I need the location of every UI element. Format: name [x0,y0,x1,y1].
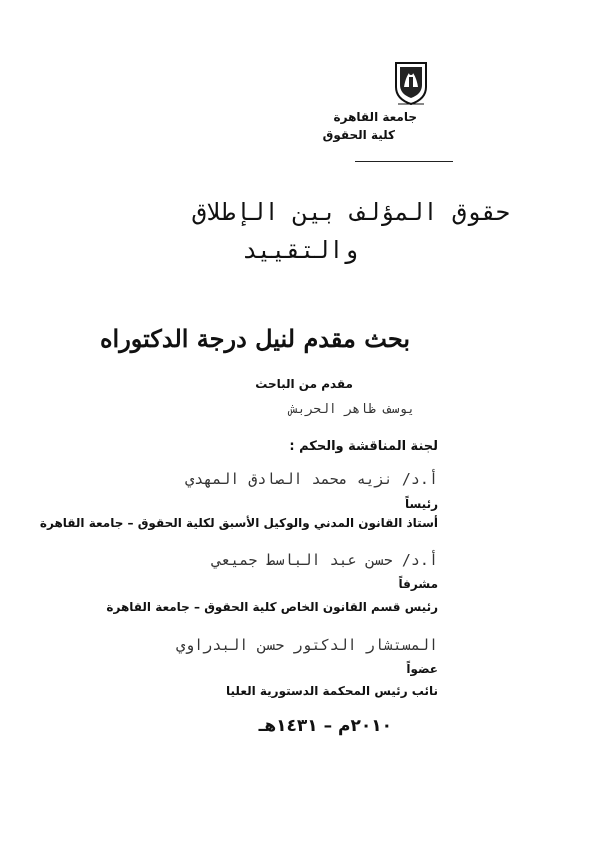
committee-member-1-description: أستاذ القانون المدني والوكيل الأسبق لكلية الحقوق – جامعة القاهرة [39,516,438,530]
committee-heading: لجنة المناقشة والحكم : [289,439,438,454]
researcher-label: مقدم من الباحث [255,377,353,391]
committee-member-3-role: عضواً [406,662,438,676]
committee-member-3-name: المستشار الدكتور حسن البدراوي [176,636,438,654]
university-name: جامعة القاهرة [333,110,417,124]
degree-statement: بحث مقدم لنيل درجة الدكتوراه [99,324,410,353]
committee-member-2-role: مشرفاً [398,577,438,591]
thesis-title-line1: حقوق المؤلف بين الإطلاق [192,198,510,226]
committee-member-3-description: نائب رئيس المحكمة الدستورية العليا [226,684,438,698]
committee-member-2-description: رئيس قسم القانون الخاص كلية الحقوق – جامعة القاهرة [106,600,438,614]
thesis-title-line2: والتقييد [242,236,358,264]
submission-date: ٢٠١٠م – ١٤٣١هـ [258,716,392,736]
committee-member-1-name: أ.د/ نزيه محمد الصادق المهدي [185,470,438,488]
researcher-name: يوسف ظاهر الحربش [289,402,415,417]
cairo-university-emblem-icon [392,57,430,107]
committee-member-1-role: رئيساً [404,497,438,511]
faculty-name: كلية الحقوق [322,128,395,142]
header-divider [355,161,453,162]
committee-member-2-name: أ.د/ حسن عبد الباسط جميعي [212,551,438,569]
